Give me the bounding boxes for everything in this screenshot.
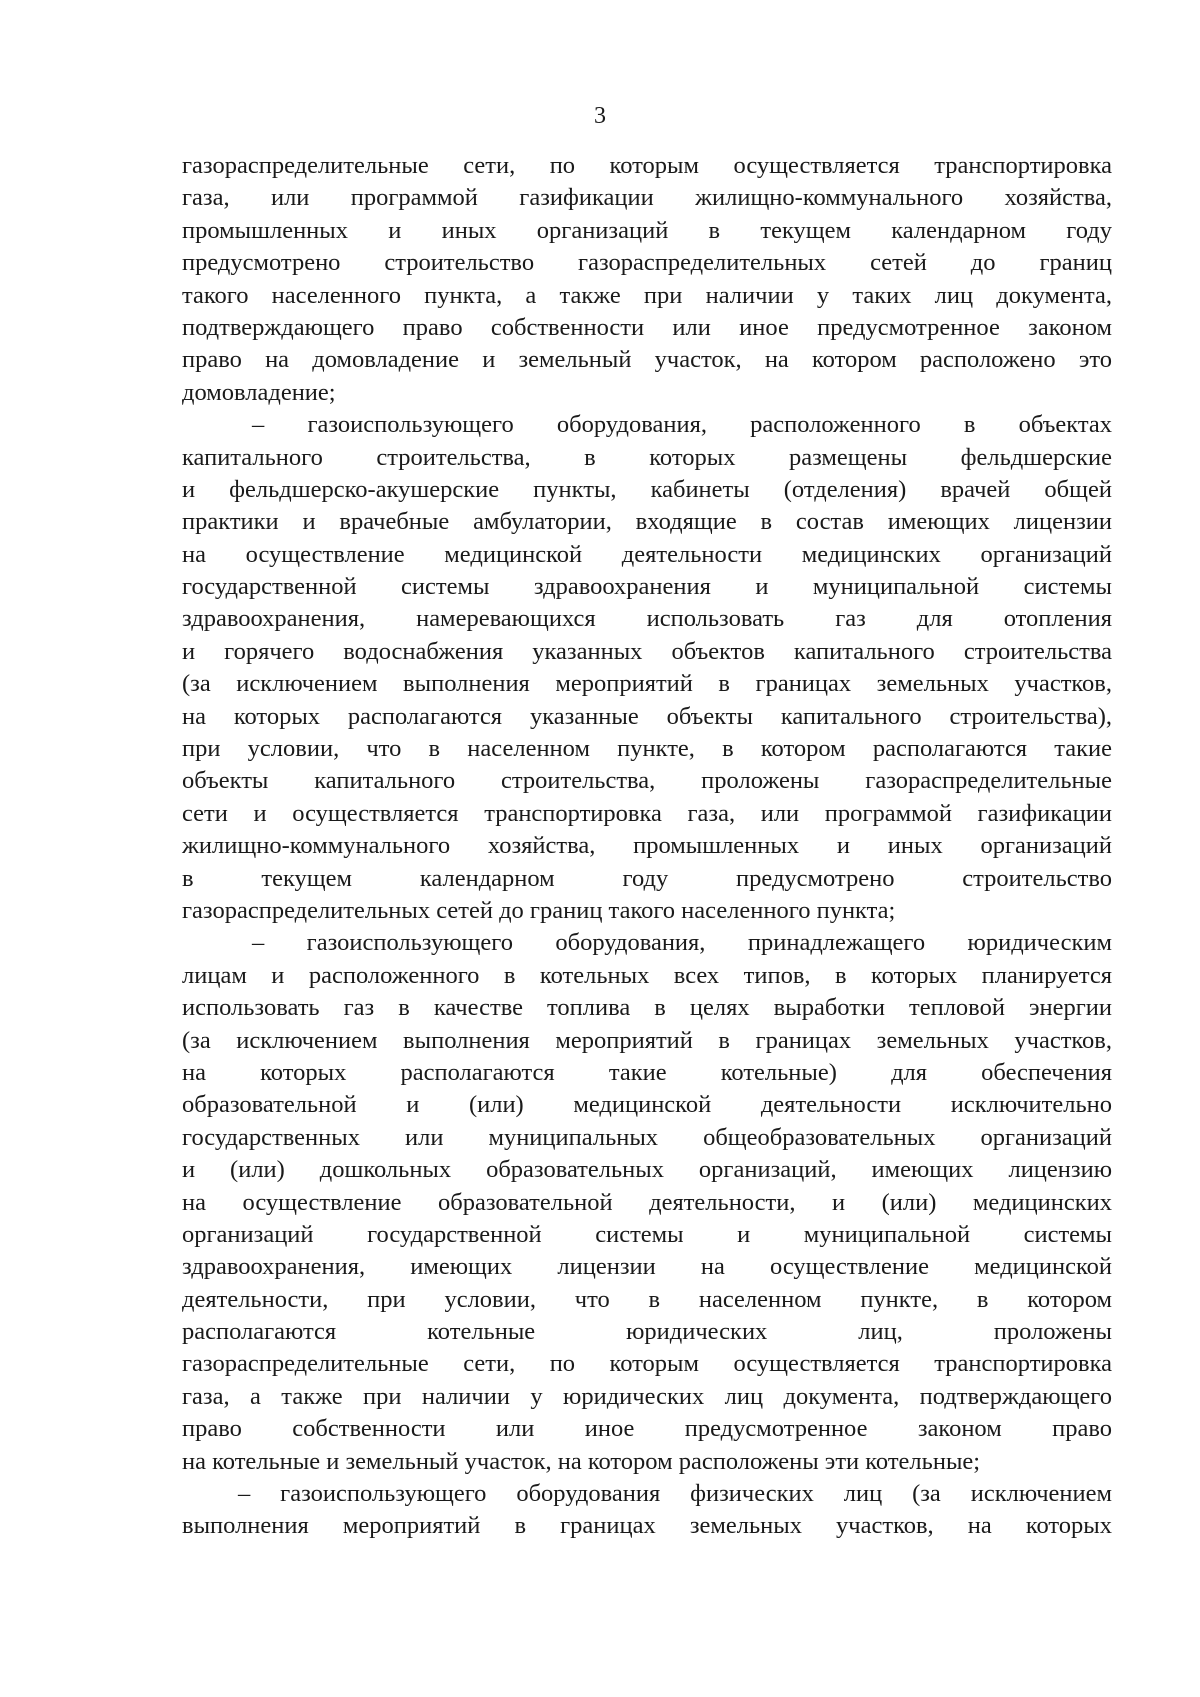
text-line: предусмотрено строительство газораспределительных сетей до границ [182, 249, 1112, 277]
text-line: располагаются котельные юридических лиц, проложены [182, 1318, 1112, 1346]
list-item-line: – газоиспользующего оборудования физических лиц (за исключением [238, 1480, 1112, 1508]
text-line: и (или) дошкольных образовательных организаций, имеющих лицензию [182, 1156, 1112, 1184]
list-item-line: – газоиспользующего оборудования, принадлежащего юридическим [252, 929, 1112, 957]
text-line: сети и осуществляется транспортировка газа, или программой газификации [182, 799, 1112, 827]
text-line: практики и врачебные амбулатории, входящие в состав имеющих лицензии [182, 508, 1112, 536]
text-line: на осуществление медицинской деятельности медицинских организаций [182, 540, 1112, 568]
text-line: газа, или программой газификации жилищно-коммунального хозяйства, [182, 184, 1112, 212]
text-line: и фельдшерско-акушерские пункты, кабинеты (отделения) врачей общей [182, 475, 1112, 503]
text-line: газа, а также при наличии у юридических лиц документа, подтверждающего [182, 1382, 1112, 1410]
text-line: на которых располагаются такие котельные) для обеспечения [182, 1058, 1112, 1086]
text-line: при условии, что в населенном пункте, в котором располагаются такие [182, 735, 1112, 763]
text-line: использовать газ в качестве топлива в целях выработки тепловой энергии [182, 994, 1112, 1022]
page-number: 3 [594, 103, 606, 129]
text-line: право на домовладение и земельный участок, на котором расположено это [182, 346, 1112, 374]
text-line: деятельности, при условии, что в населенном пункте, в котором [182, 1285, 1112, 1313]
text-line: право собственности или иное предусмотренное законом право [182, 1415, 1112, 1443]
text-line: в текущем календарном году предусмотрено строительство [182, 864, 1112, 892]
text-line: на котельные и земельный участок, на котором расположены эти котельные; [182, 1447, 981, 1475]
text-line: лицам и расположенного в котельных всех типов, в которых планируется [182, 961, 1112, 989]
text-line: подтверждающего право собственности или иное предусмотренное законом [182, 313, 1112, 341]
text-line: здравоохранения, имеющих лицензии на осуществление медицинской [182, 1253, 1112, 1281]
text-line: выполнения мероприятий в границах земельных участков, на которых [182, 1512, 1112, 1540]
text-line: промышленных и иных организаций в текущем календарном году [182, 216, 1112, 244]
document-body [182, 150, 1112, 1543]
list-item-line: – газоиспользующего оборудования, расположенного в объектах [252, 411, 1112, 439]
text-line: домовладение; [182, 378, 336, 406]
text-line: капитального строительства, в которых размещены фельдшерские [182, 443, 1112, 471]
text-line: и горячего водоснабжения указанных объектов капитального строительства [182, 637, 1112, 665]
text-line: на которых располагаются указанные объекты капитального строительства), [182, 702, 1112, 730]
text-line: организаций государственной системы и муниципальной системы [182, 1220, 1112, 1248]
text-line: газораспределительные сети, по которым осуществляется транспортировка [182, 1350, 1112, 1378]
text-line: газораспределительные сети, по которым осуществляется транспортировка [182, 152, 1112, 179]
text-line: такого населенного пункта, а также при наличии у таких лиц документа, [182, 281, 1112, 309]
text-line: жилищно-коммунального хозяйства, промышленных и иных организаций [182, 832, 1112, 860]
text-line: объекты капитального строительства, проложены газораспределительные [182, 767, 1112, 795]
text-line: государственной системы здравоохранения и муниципальной системы [182, 573, 1112, 601]
text-line: образовательной и (или) медицинской деятельности исключительно [182, 1091, 1112, 1119]
text-line: здравоохранения, намеревающихся использовать газ для отопления [182, 605, 1112, 633]
text-line: газораспределительных сетей до границ такого населенного пункта; [182, 896, 896, 924]
text-line: (за исключением выполнения мероприятий в границах земельных участков, [182, 670, 1112, 698]
text-line: (за исключением выполнения мероприятий в границах земельных участков, [182, 1026, 1112, 1054]
text-line: на осуществление образовательной деятельности, и (или) медицинских [182, 1188, 1112, 1216]
text-line: государственных или муниципальных общеобразовательных организаций [182, 1123, 1112, 1151]
